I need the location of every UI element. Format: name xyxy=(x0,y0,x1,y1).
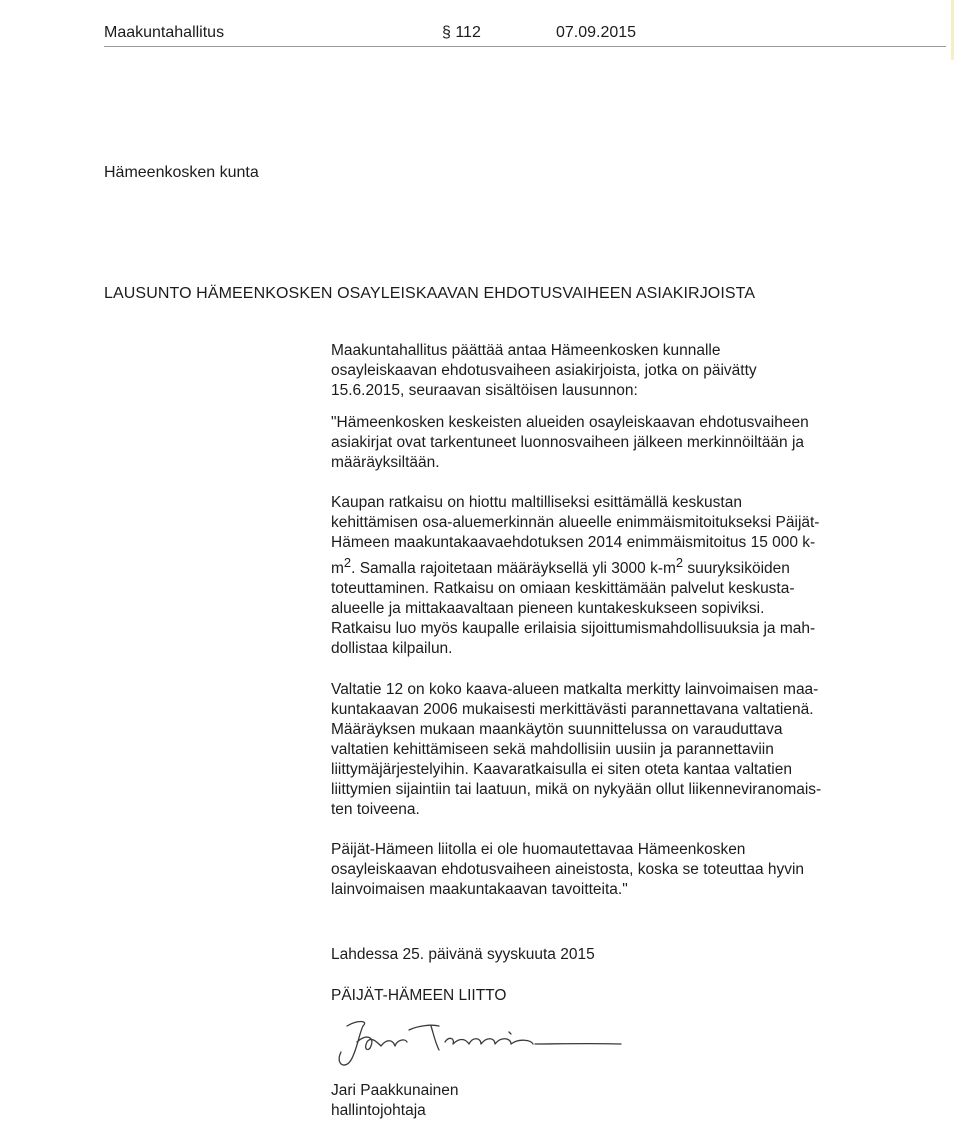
header-section: § 112 xyxy=(442,24,481,41)
statement-paragraph-1 xyxy=(331,413,871,473)
header-organization: Maakuntahallitus xyxy=(104,24,225,41)
document-title: LAUSUNTO HÄMEENKOSKEN OSAYLEISKAAVAN EHDOTUSVAIHEEN ASIAKIRJOISTA xyxy=(104,285,756,302)
recipient: Hämeenkosken kunta xyxy=(104,164,259,181)
statement-line: osayleiskaavan ehdotusvaiheen aineistosta, koska se toteuttaa hyvin xyxy=(331,861,805,879)
statement-line: "Hämeenkosken keskeisten alueiden osayleiskaavan ehdotusvaiheen xyxy=(331,414,809,431)
decision-paragraph xyxy=(331,341,871,401)
statement-line: lainvoimaisen maakuntakaavan tavoitteita." xyxy=(331,881,628,899)
statement-paragraph-2 xyxy=(331,493,871,659)
handwritten-signature xyxy=(335,1012,635,1074)
decision-line: 15.6.2015, seuraavan sisältöisen lausunnon: xyxy=(331,382,638,399)
statement-line: alueelle ja mittakaavaltaan pieneen kuntakeskukseen sopiviksi. xyxy=(331,600,765,618)
statement-paragraph-4 xyxy=(331,840,871,900)
statement-line: liittymien sijaintiin tai laatuun, mikä on nykyään ollut liikenneviranomais- xyxy=(331,781,822,799)
statement-line: Päijät-Hämeen liitolla ei ole huomautettavaa Hämeenkosken xyxy=(331,841,746,859)
statement-line xyxy=(331,555,790,578)
statement-line: valtatien kehittämiseen sekä mahdollisiin uusiin ja parannettaviin xyxy=(331,741,774,759)
document-body xyxy=(331,341,871,900)
statement-line: Määräyksen mukaan maankäytön suunnittelussa on varauduttava xyxy=(331,721,783,739)
statement-line: Valtatie 12 on koko kaava-alueen matkalta merkitty lainvoimaisen maa- xyxy=(331,681,819,699)
place-and-date: Lahdessa 25. päivänä syyskuuta 2015 xyxy=(331,946,595,963)
unit-superscript: 2 xyxy=(675,555,684,570)
scan-edge-mark xyxy=(951,0,954,60)
statement-line: dollistaa kilpailun. xyxy=(331,640,453,658)
statement-line: Hämeen maakuntakaavaehdotuksen 2014 enimmäismitoitus 15 000 k- xyxy=(331,534,816,551)
statement-paragraph-3 xyxy=(331,680,871,820)
decision-line: Maakuntahallitus päättää antaa Hämeenkosken kunnalle xyxy=(331,342,721,359)
signer-name: Jari Paakkunainen xyxy=(331,1082,459,1099)
statement-line: kehittämisen osa-aluemerkinnän alueelle enimmäismitoitukseksi Päijät- xyxy=(331,514,820,531)
statement-line: ten toiveena. xyxy=(331,801,420,819)
document-header xyxy=(104,22,946,47)
statement-text: suuryksiköiden xyxy=(683,560,790,578)
unit-m: m xyxy=(331,560,344,578)
statement-line: liittymäjärjestelyihin. Kaavaratkaisulla ei siten oteta kantaa valtatien xyxy=(331,761,792,779)
statement-line: asiakirjat ovat tarkentuneet luonnosvaiheen jälkeen merkinnöiltään ja xyxy=(331,434,805,451)
unit-superscript: 2 xyxy=(343,555,352,570)
signer-title: hallintojohtaja xyxy=(331,1102,426,1119)
statement-line: määräyksiltään. xyxy=(331,454,440,471)
decision-line: osayleiskaavan ehdotusvaiheen asiakirjoista, jotka on päivätty xyxy=(331,362,757,379)
header-date: 07.09.2015 xyxy=(556,24,637,41)
statement-text: . Samalla rajoitetaan määräyksellä yli 3000 k-m xyxy=(351,560,676,578)
statement-line: toteuttaminen. Ratkaisu on omiaan keskittämään palvelut keskusta- xyxy=(331,580,795,598)
signing-organization: PÄIJÄT-HÄMEEN LIITTO xyxy=(331,987,507,1004)
statement-line: Ratkaisu luo myös kaupalle erilaisia sijoittumismahdollisuuksia ja mah- xyxy=(331,620,816,638)
statement-line: kuntakaavan 2006 mukaisesti merkittävästi parannettavana valtatienä. xyxy=(331,701,814,719)
statement-line: Kaupan ratkaisu on hiottu maltilliseksi esittämällä keskustan xyxy=(331,494,742,511)
